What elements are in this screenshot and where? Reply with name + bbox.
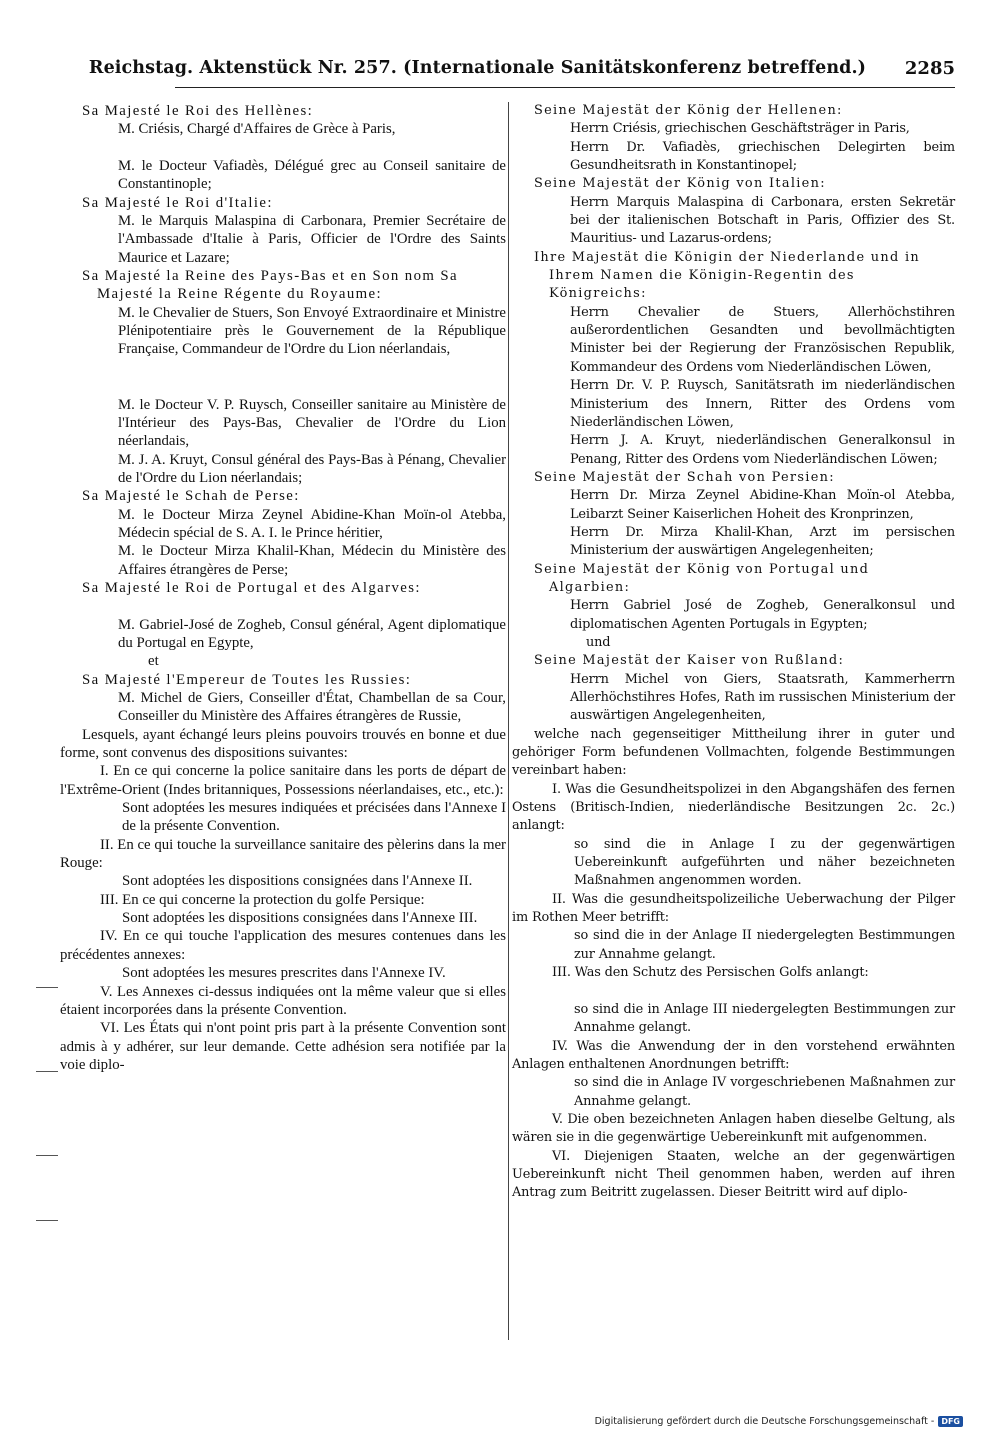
article-body: Sont adoptées les dispositions consignées dans l'Annexe II. (122, 873, 473, 890)
sovereign-heading: Seine Majestät der König von Portugal und Algarbien: (534, 561, 870, 595)
margin-mark (36, 1220, 58, 1221)
article-body: so sind die in Anlage I zu der gegenwärtigen Uebereinkunft aufgeführten und näher bezeichneten Maßnahmen angenommen worden. (574, 836, 955, 889)
page-header (60, 50, 955, 90)
footer-text: Digitalisierung gefördert durch die Deutsche Forschungsgemeinschaft - (594, 1416, 935, 1427)
article-body: so sind die in Anlage III niedergelegten Bestimmungen zur Annahme gelangt. (574, 1001, 955, 1036)
sovereign-heading: Sa Majesté le Roi des Hellènes: (82, 103, 314, 119)
article-body: Sont adoptées les dispositions consignées dans l'Annexe III. (122, 910, 478, 927)
article-body: Sont adoptées les mesures indiquées et précisées dans l'Annexe I de la présente Convention. (122, 800, 506, 835)
delegate-entry: M. le Docteur Mirza Zeynel Abidine-Khan Moïn-ol Atebba, Médecin spécial de S. A. I. le Prince héritier, (118, 506, 506, 541)
sovereign-heading: Seine Majestät der König der Hellenen: (534, 103, 843, 118)
conjunction: et (148, 653, 159, 670)
article-body: so sind die in der Anlage II niedergelegten Bestimmungen zur Annahme gelangt. (574, 928, 955, 962)
running-title: Reichstag. Aktenstück Nr. 257. (Internationale Sanitätskonferenz betreffend.) (88, 58, 867, 78)
delegate-entry: M. Gabriel-José de Zogheb, Consul général, Agent diplomatique du Portugal en Egypte, (118, 616, 506, 651)
delegate-entry: M. le Docteur Vafiadès, Délégué grec au Conseil sanitaire de Constantinople; (118, 158, 506, 193)
delegate-entry: M. le Docteur Mirza Khalil-Khan, Médecin du Ministère des Affaires étrangères de Perse; (118, 543, 506, 578)
sovereign-heading: Sa Majesté l'Empereur de Toutes les Russies: (82, 671, 412, 688)
delegate-entry: Herrn Gabriel José de Zogheb, Generalkonsul und diplomatischen Agenten Portugals in Egypten; (570, 598, 955, 632)
article-heading: III. En ce qui concerne la protection du golfe Persique: (100, 891, 425, 908)
sovereign-heading: Seine Majestät der König von Italien: (534, 176, 826, 192)
paragraph: welche nach gegenseitiger Mittheilung ihrer in guter und gehöriger Form befundenen Vollmachten, folgende Bestimmungen vereinbart haben: (512, 726, 955, 779)
delegate-entry: Herrn Marquis Malaspina di Carbonara, ersten Sekretär bei der italienischen Botschaft in Paris, Offizier des St. Mauritius- und Lazarus-ordens; (570, 194, 955, 247)
article-heading: VI. Diejenigen Staaten, welche an der gegenwärtigen Uebereinkunft nicht Theil genommen haben, werden auf ihren Antrag zum Beitritt zugelassen. Dieser Beitritt wird auf diplo- (512, 1148, 955, 1201)
sovereign-heading: Sa Majesté la Reine des Pays-Bas et en Son nom Sa Majesté la Reine Régente du Royaume: (82, 268, 458, 303)
delegate-entry: Herrn Dr. V. P. Ruysch, Sanitätsrath im niederländischen Ministerium des Innern, Ritter des Ordens vom Niederländischen Löwen, (570, 378, 955, 430)
margin-mark (36, 987, 58, 988)
delegate-entry: M. le Docteur V. P. Ruysch, Conseiller sanitaire au Ministère de l'Intérieur des Pays-Bas, Chevalier de l'Ordre du Lion néerlandais, (118, 396, 506, 450)
delegate-entry: M. le Chevalier de Stuers, Son Envoyé Extraordinaire et Ministre Plénipotentiaire près le Gouvernement de la République Française, Commandeur de l'Ordre du Lion néerlandais, (118, 304, 506, 358)
digitization-footer (595, 1416, 963, 1427)
delegate-entry: M. le Marquis Malaspina di Carbonara, Premier Secrétaire de l'Ambassade d'Italie à Paris, Officier de l'Ordre des Saints Maurice et Lazare; (118, 213, 506, 266)
article-heading: II. En ce qui touche la surveillance sanitaire des pèlerins dans la mer Rouge: (60, 836, 506, 872)
article-heading: VI. Les États qui n'ont point pris part à la présente Convention sont admis à y adhérer, sur leur demande. Cette adhésion sera notifiée par la voie diplo- (60, 1020, 506, 1073)
delegate-entry: Herrn Dr. Mirza Zeynel Abidine-Khan Moïn-ol Atebba, Leibarzt Seiner Kaiserlichen Hoheit des Kronprinzen, (570, 488, 955, 522)
delegate-entry: Herrn Criésis, griechischen Geschäftsträger in Paris, (570, 121, 910, 137)
dfg-logo: DFG (938, 1416, 963, 1427)
header-rule (175, 87, 955, 88)
sovereign-heading: Ihre Majestät die Königin der Niederlande und in Ihrem Namen die Königin-Regentin des Königreichs: (534, 249, 920, 302)
german-column (512, 102, 955, 1203)
delegate-entry: Herrn Michel von Giers, Staatsrath, Kammerherrn Allerhöchstihres Hofes, Rath im russischen Ministerium der auswärtigen Angelegenheiten, (570, 671, 955, 724)
delegate-entry: M. Michel de Giers, Conseiller d'État, Chambellan de sa Cour, Conseiller du Ministère des Affaires étrangères de Russie, (118, 690, 506, 725)
sovereign-heading: Sa Majesté le Roi d'Italie: (82, 194, 273, 211)
delegate-entry: M. Criésis, Chargé d'Affaires de Grèce à Paris, (118, 121, 396, 138)
conjunction: und (586, 634, 611, 650)
page-number: 2285 (904, 58, 955, 79)
paragraph: Lesquels, ayant échangé leurs pleins pouvoirs trouvés en bonne et due forme, sont convenus des dispositions suivantes: (60, 726, 506, 762)
article-heading: I. Was die Gesundheitspolizei in den Abgangshäfen des fernen Ostens (Britisch-Indien, niederländische Besitzungen 2c. 2c.) anlangt: (512, 781, 955, 834)
article-heading: III. Was den Schutz des Persischen Golfs anlangt: (552, 965, 869, 981)
article-heading: V. Die oben bezeichneten Anlagen haben dieselbe Geltung, als wären sie in die gegenwärtige Uebereinkunft mit aufgenommen. (512, 1111, 955, 1146)
sovereign-heading: Sa Majesté le Roi de Portugal et des Algarves: (82, 579, 421, 596)
delegate-entry: Herrn Dr. Vafiadès, griechischen Delegirten beim Gesundheitsrath in Konstantinopel; (570, 139, 955, 174)
article-heading: IV. Was die Anwendung der in den vorstehend erwähnten Anlagen enthaltenen Anordnungen betrifft: (512, 1038, 955, 1072)
delegate-entry: Herrn J. A. Kruyt, niederländischen Generalkonsul in Penang, Ritter des Ordens vom Niederländischen Löwen; (570, 433, 955, 467)
article-heading: IV. En ce qui touche l'application des mesures contenues dans les précédentes annexes: (60, 928, 506, 963)
delegate-entry: Herrn Chevalier de Stuers, Allerhöchstihren außerordentlichen Gesandten und bevollmächtigten Minister bei der Regierung der Französischen Republik, Kommandeur des Ordens vom Niederländischen Löwen, (570, 304, 955, 375)
sovereign-heading: Seine Majestät der Kaiser von Rußland: (534, 653, 845, 669)
article-body: so sind die in Anlage IV vorgeschriebenen Maßnahmen zur Annahme gelangt. (574, 1075, 955, 1109)
article-body: Sont adoptées les mesures prescrites dans l'Annexe IV. (122, 965, 446, 982)
delegate-entry: M. J. A. Kruyt, Consul général des Pays-Bas à Pénang, Chevalier de l'Ordre du Lion néerlandais; (118, 451, 506, 486)
margin-mark (36, 1071, 58, 1072)
article-heading: I. En ce qui concerne la police sanitaire dans les ports de départ de l'Extrême-Orient (Indes britanniques, Possessions néerlandaises, etc., etc.): (60, 763, 506, 798)
margin-mark (36, 1155, 58, 1156)
french-column (60, 102, 506, 1074)
column-divider (508, 102, 509, 1340)
sovereign-heading: Sa Majesté le Schah de Perse: (82, 488, 300, 505)
sovereign-heading: Seine Majestät der Schah von Persien: (534, 469, 835, 485)
delegate-entry: Herrn Dr. Mirza Khalil-Khan, Arzt im persischen Ministerium der auswärtigen Angelegenheiten; (570, 524, 955, 559)
article-heading: II. Was die gesundheitspolizeiliche Ueberwachung der Pilger im Rothen Meer betrifft: (512, 891, 955, 926)
article-heading: V. Les Annexes ci-dessus indiquées ont la même valeur que si elles étaient incorporées dans la présente Convention. (60, 983, 506, 1018)
